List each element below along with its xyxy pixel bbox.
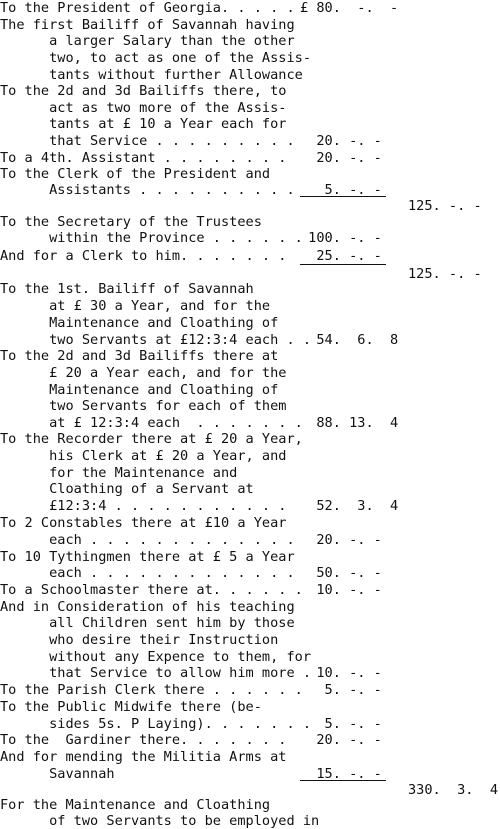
item-amount: £ 80. -. - — [300, 0, 399, 16]
entry-text: To the President of Georgia. . . . . — [0, 0, 295, 16]
total-rule — [300, 196, 386, 197]
ledger-line — [0, 549, 500, 565]
entry-text: To the 2d and 3d Bailiffs there at — [0, 348, 279, 364]
item-amount: 52. 3. 4 — [300, 498, 399, 514]
item-amount: 100. -. - — [300, 230, 382, 246]
item-amount: 10. -. - — [300, 582, 382, 598]
entry-text: at £ 12:3:4 each . . . . . . . — [0, 415, 303, 431]
ledger-line — [0, 665, 500, 681]
subtotal-amount: 125. -. - — [408, 198, 482, 214]
entry-text: two Servants for each of them — [0, 398, 287, 414]
total-rule — [300, 780, 386, 781]
ledger-line — [0, 116, 500, 132]
entry-text: Assistants . . . . . . . . . . — [0, 182, 295, 198]
ledger-line — [0, 797, 500, 813]
entry-text: To the Secretary of the Trustees — [0, 214, 262, 230]
ledger-line — [0, 248, 500, 264]
entry-text: To the 2d and 3d Bailiffs there, to — [0, 83, 287, 99]
entry-text: £12:3:4 . . . . . . . . . . . — [0, 498, 287, 514]
entry-text: sides 5s. P Laying). . . . . . . — [0, 716, 311, 732]
ledger-line — [0, 565, 500, 581]
item-amount: 20. -. - — [300, 150, 382, 166]
ledger-line — [0, 348, 500, 364]
ledger-line — [0, 133, 500, 149]
item-amount: 15. -. - — [300, 766, 382, 782]
item-amount: 10. -. - — [300, 665, 382, 681]
entry-text: two, to act as one of the Assis- — [0, 50, 311, 66]
ledger-line — [0, 716, 500, 732]
entry-text: £ 20 a Year each, and for the — [0, 365, 287, 381]
entry-text: To 2 Constables there at £10 a Year — [0, 515, 287, 531]
ledger-line — [0, 100, 500, 116]
ledger-line — [0, 266, 500, 282]
item-amount: 20. -. - — [300, 732, 382, 748]
ledger-line — [0, 498, 500, 514]
item-amount: 5. -. - — [300, 682, 382, 698]
ledger-line — [0, 182, 500, 198]
entry-text: each . . . . . . . . . . . . . — [0, 532, 295, 548]
ledger-line — [0, 682, 500, 698]
ledger-line — [0, 332, 500, 348]
ledger-line — [0, 315, 500, 331]
entry-text: his Clerk at £ 20 a Year, and — [0, 448, 287, 464]
entry-text: all Children sent him by those — [0, 615, 295, 631]
item-amount: 20. -. - — [300, 532, 382, 548]
ledger-line — [0, 582, 500, 598]
ledger-line — [0, 150, 500, 166]
item-amount: 25. -. - — [300, 248, 382, 264]
ledger-line — [0, 214, 500, 230]
ledger-line — [0, 766, 500, 782]
entry-text: Cloathing of a Servant at — [0, 481, 254, 497]
entry-text: Maintenance and Cloathing of — [0, 315, 279, 331]
entry-text: The first Bailiff of Savannah having — [0, 17, 295, 33]
ledger-line — [0, 532, 500, 548]
ledger-line — [0, 481, 500, 497]
entry-text: And for a Clerk to him. . . . . . . — [0, 248, 287, 264]
ledger-line — [0, 0, 500, 16]
item-amount: 50. -. - — [300, 565, 382, 581]
total-rule — [300, 264, 386, 265]
subtotal-amount: 330. 3. 4 — [408, 782, 499, 798]
ledger-line — [0, 166, 500, 182]
ledger-line — [0, 749, 500, 765]
entry-text: To 10 Tythingmen there at £ 5 a Year — [0, 549, 295, 565]
item-amount: 20. -. - — [300, 133, 382, 149]
ledger-line — [0, 365, 500, 381]
ledger-line — [0, 230, 500, 246]
entry-text: Maintenance and Cloathing of — [0, 382, 279, 398]
ledger-line — [0, 17, 500, 33]
entry-text: And for mending the Militia Arms at — [0, 749, 287, 765]
ledger-line — [0, 782, 500, 798]
ledger-line — [0, 33, 500, 49]
ledger-line — [0, 649, 500, 665]
ledger-line — [0, 67, 500, 83]
entry-text: within the Province . . . . . . — [0, 230, 303, 246]
ledger-line — [0, 281, 500, 297]
entry-text: To the 1st. Bailiff of Savannah — [0, 281, 254, 297]
ledger-line — [0, 732, 500, 748]
ledger-line — [0, 448, 500, 464]
ledger-line — [0, 382, 500, 398]
entry-text: who desire their Instruction — [0, 632, 279, 648]
ledger-line — [0, 83, 500, 99]
entry-text: To the Recorder there at £ 20 a Year, — [0, 431, 303, 447]
entry-text: tants at £ 10 a Year each for — [0, 116, 287, 132]
item-amount: 5. -. - — [300, 716, 382, 732]
entry-text: that Service . . . . . . . . . — [0, 133, 295, 149]
ledger-line — [0, 515, 500, 531]
ledger-line — [0, 699, 500, 715]
ledger-line — [0, 431, 500, 447]
ledger-line — [0, 50, 500, 66]
ledger-line — [0, 415, 500, 431]
entry-text: that Service to allow him more . — [0, 665, 311, 681]
entry-text: two Servants at £12:3:4 each . . — [0, 332, 311, 348]
entry-text: To a 4th. Assistant . . . . . . . . — [0, 150, 287, 166]
entry-text: each . . . . . . . . . . . . . — [0, 565, 295, 581]
entry-text: And in Consideration of his teaching — [0, 599, 295, 615]
ledger-line — [0, 398, 500, 414]
entry-text: For the Maintenance and Cloathing — [0, 797, 271, 813]
entry-text: tants without further Allowance — [0, 67, 303, 83]
entry-text: act as two more of the Assis- — [0, 100, 287, 116]
subtotal-amount: 125. -. - — [408, 266, 482, 282]
entry-text: Savannah — [0, 766, 115, 782]
ledger-line — [0, 632, 500, 648]
ledger-line — [0, 198, 500, 214]
entry-text: To the Public Midwife there (be- — [0, 699, 262, 715]
ledger-line — [0, 599, 500, 615]
entry-text: To the Gardiner there. . . . . . . — [0, 732, 287, 748]
entry-text: To a Schoolmaster there at. . . . . . — [0, 582, 303, 598]
item-amount: 88. 13. 4 — [300, 415, 399, 431]
ledger-line — [0, 298, 500, 314]
entry-text: for the Maintenance and — [0, 465, 238, 481]
item-amount: 54. 6. 8 — [300, 332, 399, 348]
item-amount: 5. -. - — [300, 182, 382, 198]
ledger-line — [0, 813, 500, 829]
entry-text: at £ 30 a Year, and for the — [0, 298, 271, 314]
entry-text: a larger Salary than the other — [0, 33, 295, 49]
entry-text: without any Expence to them, for — [0, 649, 311, 665]
ledger-line — [0, 465, 500, 481]
entry-text: To the Clerk of the President and — [0, 166, 271, 182]
entry-text: To the Parish Clerk there . . . . . . — [0, 682, 303, 698]
entry-text: of two Servants to be employed in — [0, 813, 320, 829]
ledger-line — [0, 615, 500, 631]
